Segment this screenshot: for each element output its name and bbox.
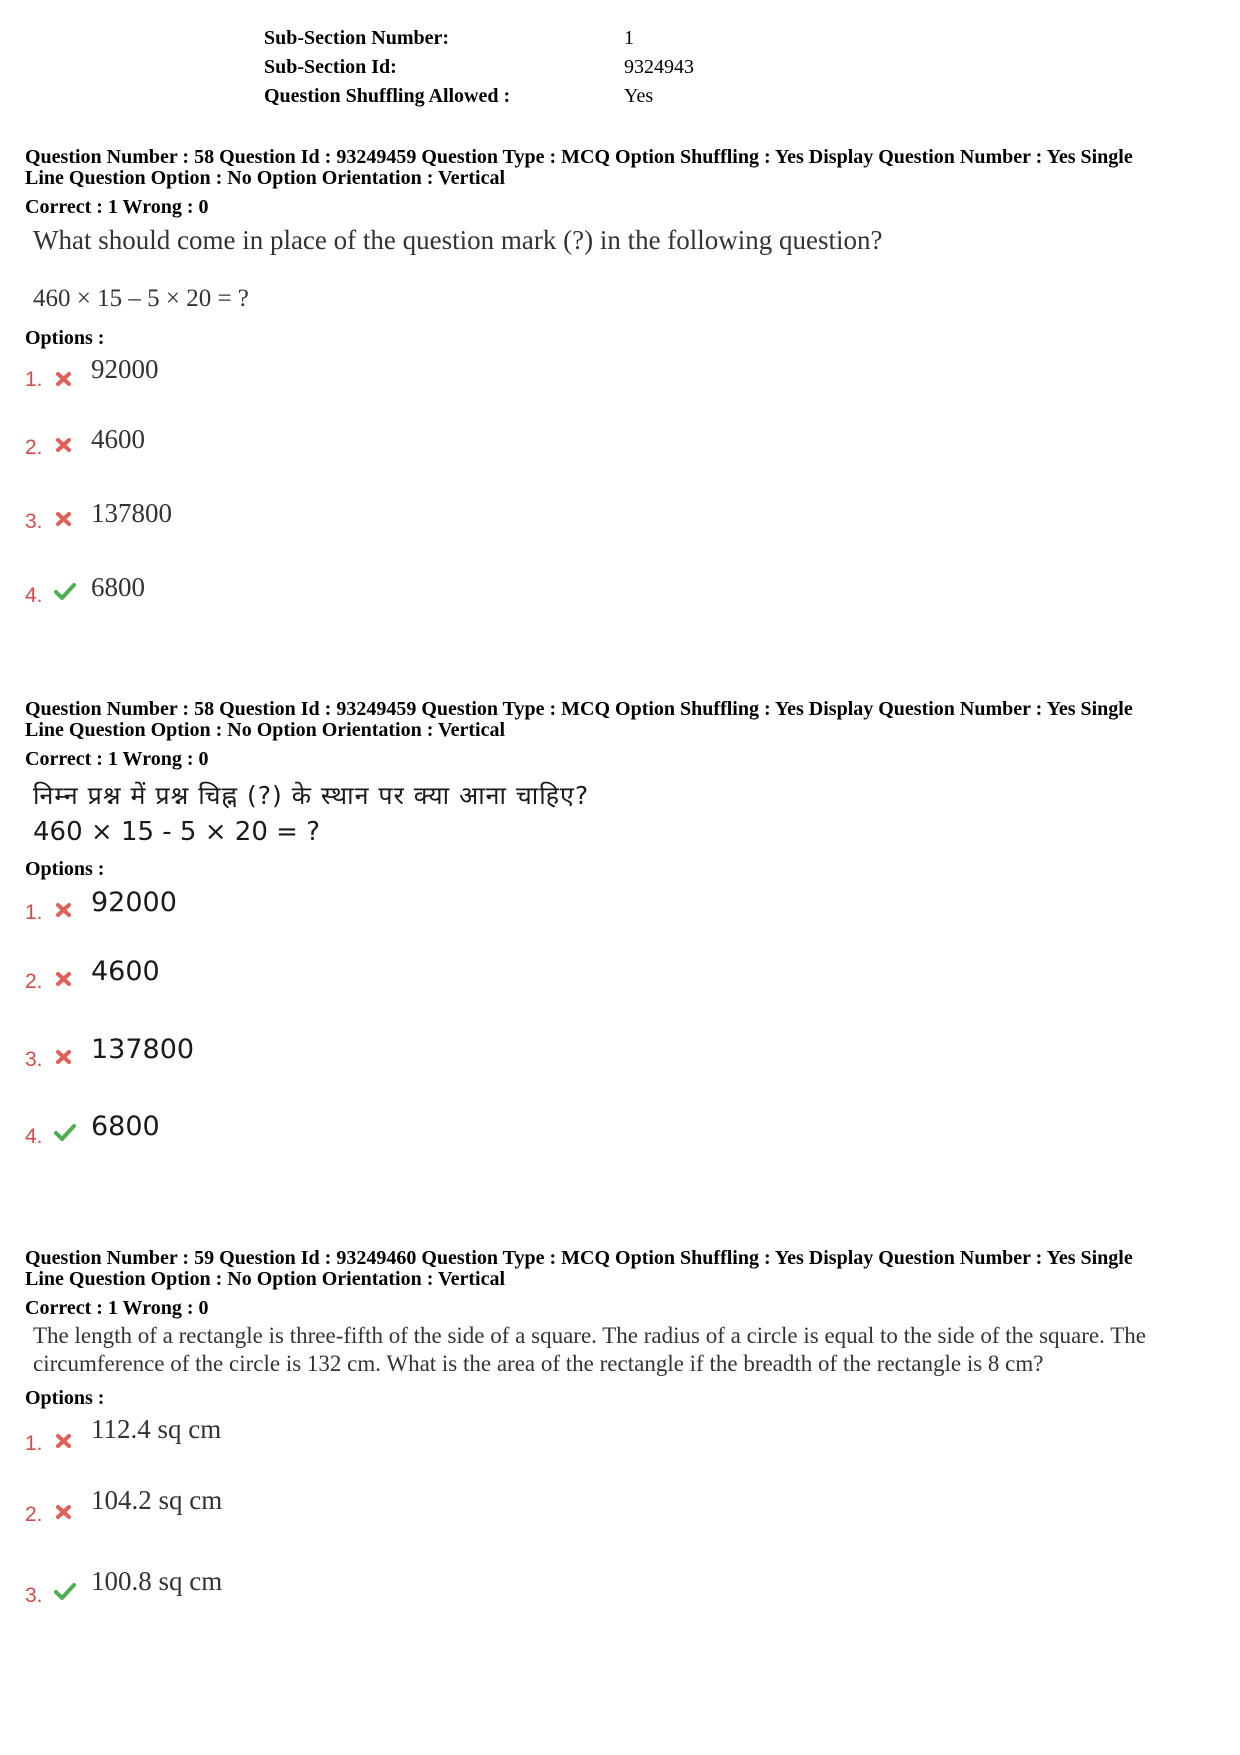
cross-icon — [53, 1501, 75, 1523]
option-text: 6800 — [91, 1111, 160, 1142]
cross-icon — [53, 434, 75, 456]
question-score: Correct : 1 Wrong : 0 — [25, 748, 209, 770]
shuffling-allowed-label: Question Shuffling Allowed : — [264, 85, 511, 107]
option-number: 4. — [25, 1125, 43, 1148]
option-text: 92000 — [91, 354, 159, 384]
question-meta-line: Question Number : 58 Question Id : 93249459 Question Type : MCQ Option Shuffling : Yes Display Question Number : Yes Single — [25, 146, 1133, 168]
subsection-id-row — [264, 55, 864, 84]
options-label: Options : — [25, 1387, 105, 1409]
question-equation: 460 × 15 – 5 × 20 = ? — [33, 285, 249, 312]
question-text — [25, 223, 1215, 316]
question-score: Correct : 1 Wrong : 0 — [25, 196, 209, 218]
cross-icon — [53, 968, 75, 990]
question-meta — [25, 1248, 1215, 1290]
question-meta-line: Line Question Option : No Option Orientation : Vertical — [25, 167, 506, 189]
question-meta-line: Question Number : 59 Question Id : 93249460 Question Type : MCQ Option Shuffling : Yes Display Question Number : Yes Single — [25, 1247, 1133, 1269]
subsection-number-value: 1 — [624, 27, 634, 49]
cross-icon — [53, 1046, 75, 1068]
option-item[interactable] — [25, 881, 1215, 958]
option-text: 4600 — [91, 424, 145, 454]
question-text-line: The length of a rectangle is three-fifth of the side of a square. The radius of a circle is equal to the side of the square. The — [33, 1323, 1146, 1348]
cross-icon — [53, 368, 75, 390]
question-text-line: निम्न प्रश्न में प्रश्न चिह्न (?) के स्थान पर क्या आना चाहिए? — [33, 781, 590, 810]
option-text: 137800 — [91, 1034, 195, 1065]
option-text: 92000 — [91, 887, 177, 918]
question-meta-line: Line Question Option : No Option Orientation : Vertical — [25, 719, 506, 741]
cross-icon — [53, 899, 75, 921]
option-item[interactable] — [25, 424, 1215, 498]
check-icon — [53, 1121, 75, 1143]
question-meta — [25, 699, 1215, 741]
cross-icon — [53, 1430, 75, 1452]
cross-icon — [53, 508, 75, 530]
option-number: 1. — [25, 368, 43, 391]
option-item[interactable] — [25, 1485, 1215, 1572]
option-text: 137800 — [91, 498, 172, 528]
question-meta-line: Line Question Option : No Option Orientation : Vertical — [25, 1268, 506, 1290]
option-item[interactable] — [25, 958, 1215, 1036]
option-item[interactable] — [25, 572, 1215, 646]
option-number: 4. — [25, 584, 43, 607]
question-score: Correct : 1 Wrong : 0 — [25, 1297, 209, 1319]
subsection-id-value: 9324943 — [624, 56, 694, 78]
question-meta — [25, 147, 1215, 189]
option-item[interactable] — [25, 1113, 1215, 1187]
question-equation: 460 × 15 - 5 × 20 = ? — [33, 817, 320, 847]
option-number: 2. — [25, 436, 43, 459]
option-number: 2. — [25, 1503, 43, 1526]
option-number: 3. — [25, 1048, 43, 1071]
option-text: 100.8 sq cm — [91, 1566, 223, 1596]
question-block — [25, 1248, 1215, 1646]
option-item[interactable] — [25, 350, 1215, 424]
subsection-number-row — [264, 26, 864, 55]
options-label: Options : — [25, 858, 105, 880]
subsection-id-label: Sub-Section Id: — [264, 56, 397, 78]
subsection-number-label: Sub-Section Number: — [264, 27, 450, 49]
option-item[interactable] — [25, 1566, 1215, 1646]
option-number: 3. — [25, 510, 43, 533]
option-item[interactable] — [25, 1410, 1215, 1491]
option-number: 1. — [25, 901, 43, 924]
check-icon — [53, 1580, 75, 1602]
option-number: 3. — [25, 1584, 43, 1607]
question-block — [25, 699, 1215, 1187]
options-list — [25, 1410, 1215, 1646]
shuffling-allowed-row — [264, 84, 864, 113]
question-text — [25, 779, 1215, 849]
option-item[interactable] — [25, 1036, 1215, 1113]
option-text: 104.2 sq cm — [91, 1485, 223, 1515]
question-block — [25, 147, 1215, 646]
option-text: 112.4 sq cm — [91, 1414, 222, 1444]
subsection-info — [264, 26, 864, 113]
option-text: 4600 — [91, 956, 160, 987]
options-list — [25, 881, 1215, 1187]
shuffling-allowed-value: Yes — [624, 85, 654, 107]
option-item[interactable] — [25, 498, 1215, 572]
check-icon — [53, 580, 75, 602]
option-number: 2. — [25, 970, 43, 993]
options-list — [25, 350, 1215, 646]
option-text: 6800 — [91, 572, 145, 602]
question-text-line: What should come in place of the question mark (?) in the following question? — [33, 225, 883, 255]
question-meta-line: Question Number : 58 Question Id : 93249459 Question Type : MCQ Option Shuffling : Yes Display Question Number : Yes Single — [25, 698, 1133, 720]
options-label: Options : — [25, 327, 105, 349]
question-text-line: circumference of the circle is 132 cm. What is the area of the rectangle if the breadth of the rectangle is 8 cm? — [33, 1351, 1044, 1376]
question-text — [25, 1322, 1215, 1378]
option-number: 1. — [25, 1432, 43, 1455]
